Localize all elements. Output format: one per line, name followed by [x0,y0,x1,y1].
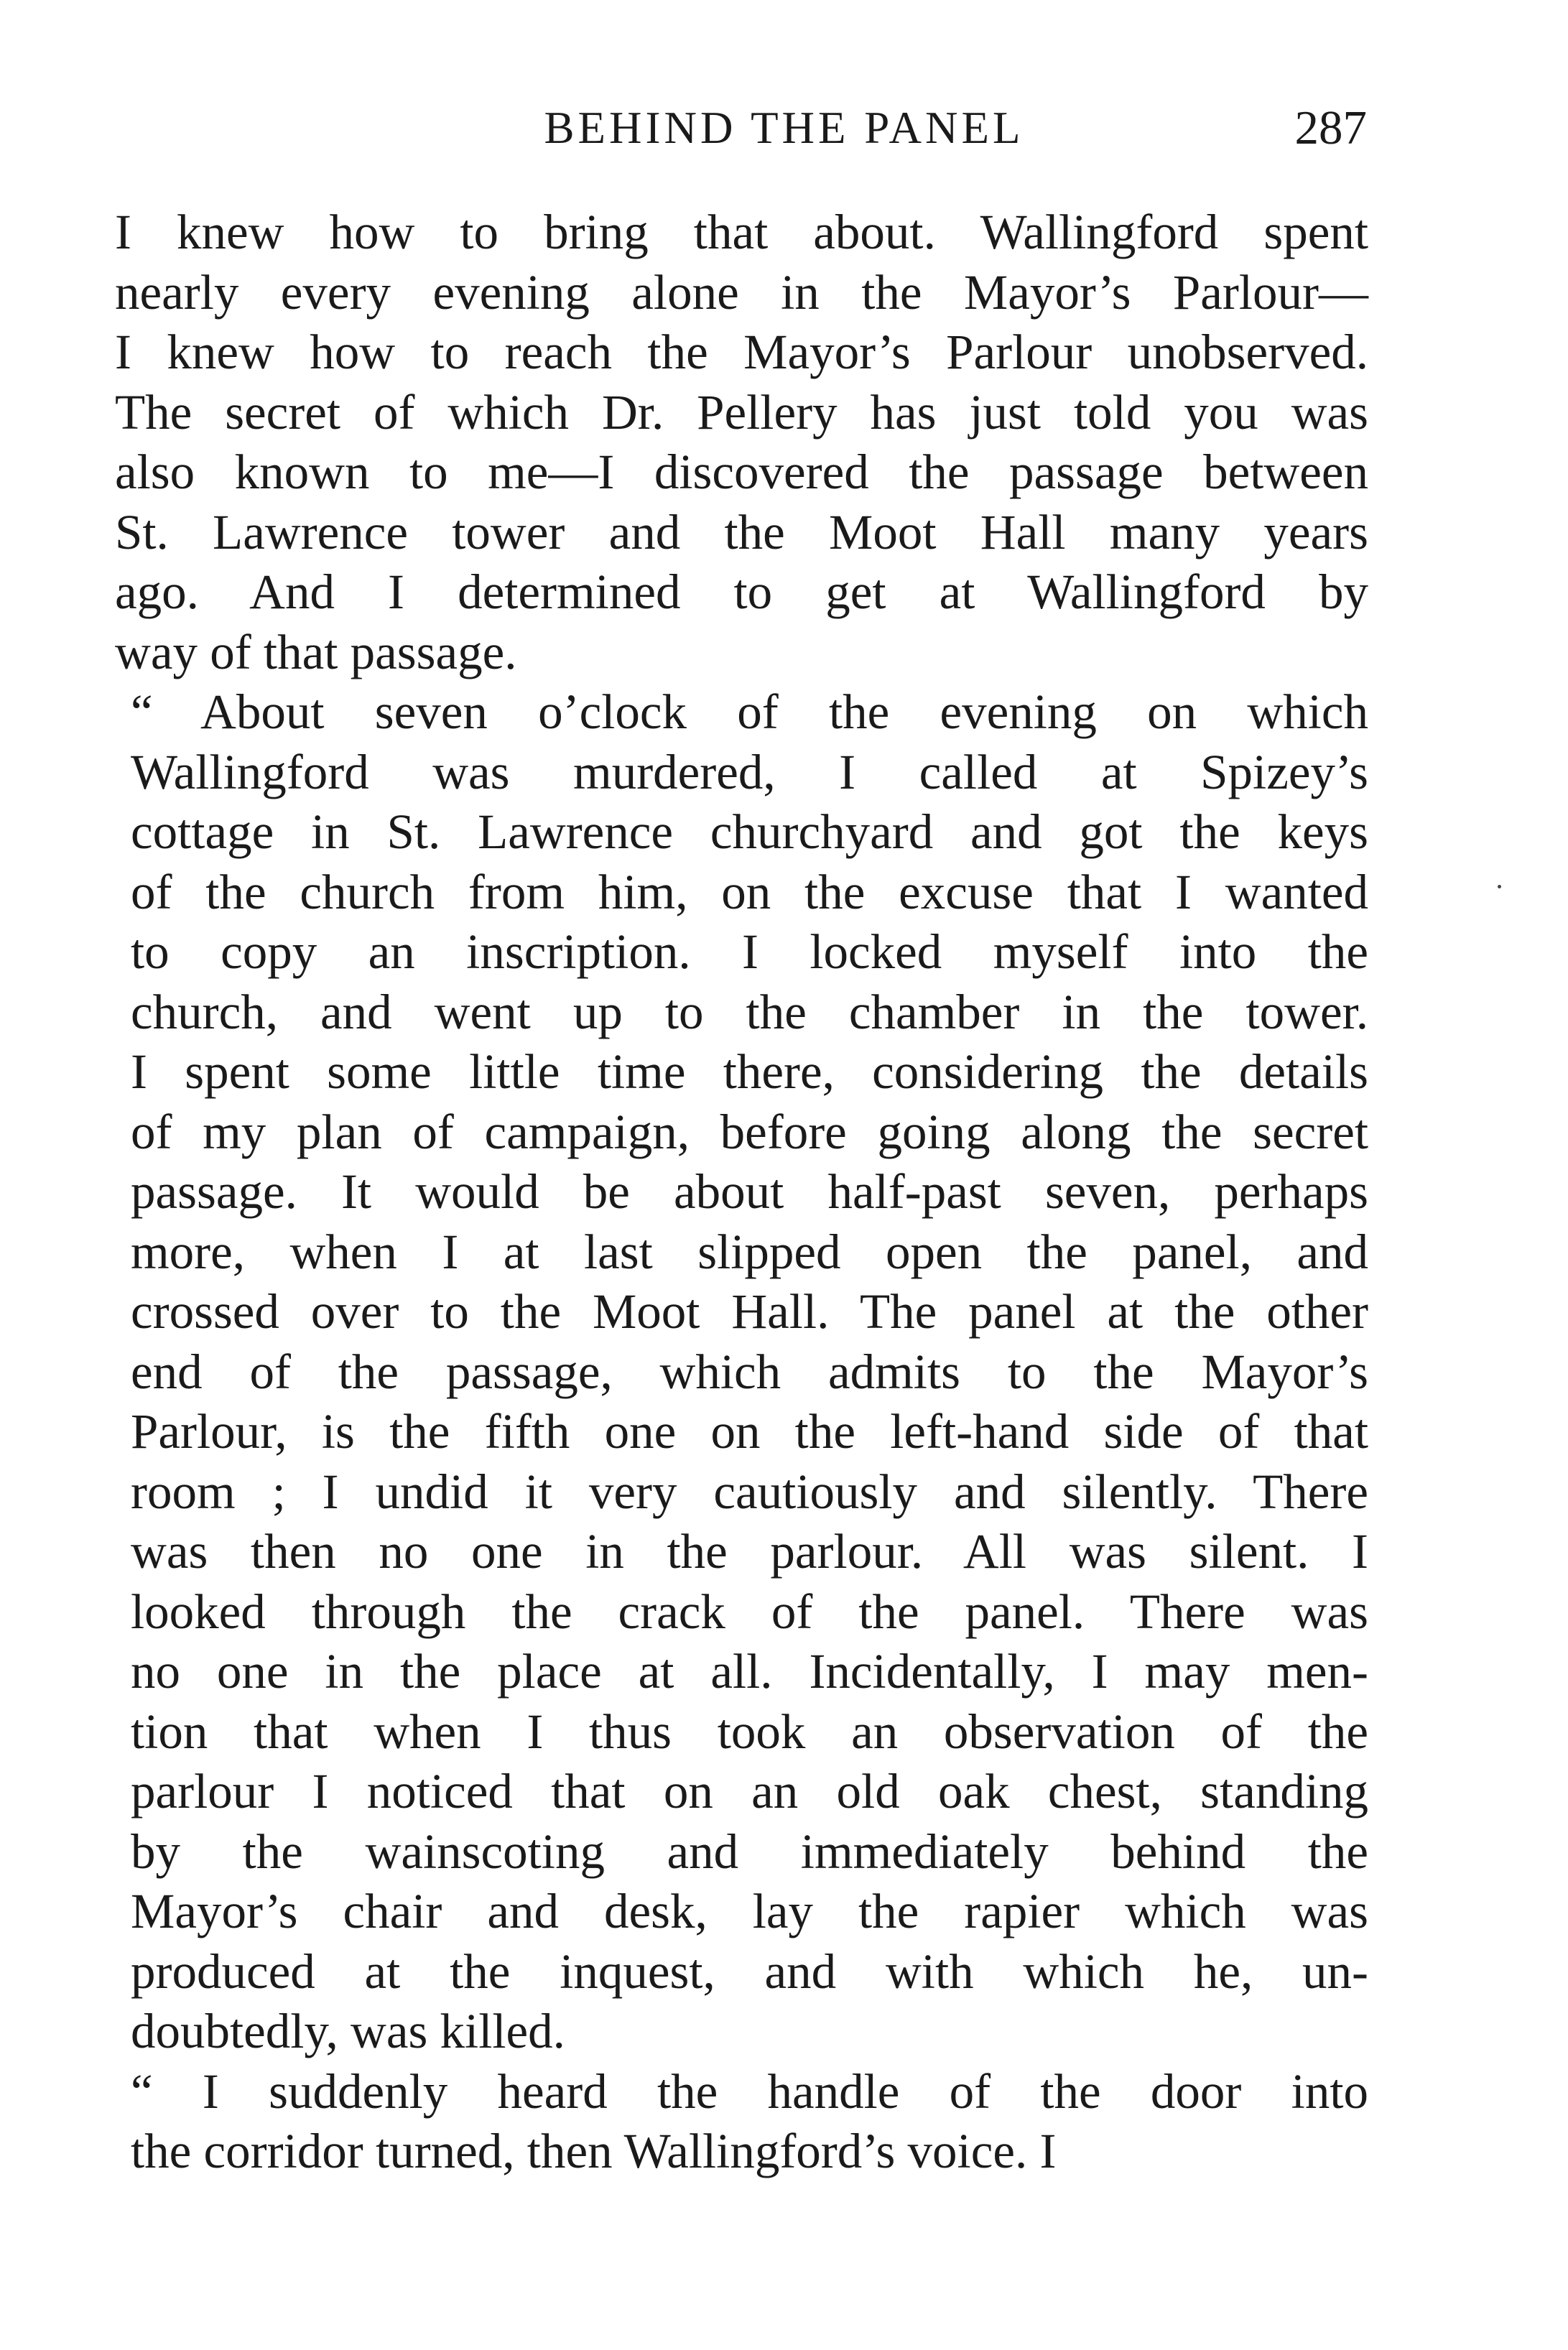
text-line: nearly every evening alone in the Mayor’s Parlour— [115,264,1368,320]
text-line: I knew how to reach the Mayor’s Parlour unobserved. [115,325,1368,379]
paragraph [115,2062,1368,2182]
text-line: way of that passage. [115,624,517,679]
text-line: produced at the inquest, and with which he, un- [131,1943,1368,1999]
text-line: doubtedly, was killed. [131,2004,565,2058]
print-speck [1498,885,1501,888]
text-line: “ About seven o’clock of the evening on which [131,684,1368,739]
text-line: Parlour, is the fifth one on the left-hand side of that [131,1404,1368,1459]
text-line: Wallingford was murdered, I called at Spizey’s [131,744,1368,799]
text-line: also known to me—I discovered the passage between [115,445,1368,499]
text-line: cottage in St. Lawrence churchyard and got the keys [131,804,1368,859]
text-line: no one in the place at all. Incidentally, I may men- [131,1644,1368,1699]
paragraph [115,203,1368,682]
text-line: church, and went up to the chamber in the tower. [131,984,1368,1039]
text-line: Mayor’s chair and desk, lay the rapier which was [131,1884,1368,1938]
text-line: I knew how to bring that about. Wallingford spent [115,205,1368,259]
running-head [0,99,1568,157]
text-line: by the wainscoting and immediately behind the [131,1824,1368,1879]
page-number: 287 [1294,101,1367,154]
text-line: to copy an inscription. I locked myself into the [131,924,1368,979]
text-line: looked through the crack of the panel. There was [131,1584,1368,1639]
text-line: “ I suddenly heard the handle of the door into [131,2063,1368,2119]
text-line: more, when I at last slipped open the panel, and [131,1224,1368,1279]
text-line: ago. And I determined to get at Wallingford by [115,565,1368,619]
text-line: The secret of which Dr. Pellery has just told you was [115,384,1368,440]
text-line: room ; I undid it very cautiously and silently. There [131,1464,1368,1519]
text-line: the corridor turned, then Wallingford’s voice. I [131,2124,1057,2178]
text-line: parlour I noticed that on an old oak chest, standing [131,1764,1368,1819]
body-text [115,203,1368,2182]
text-line: of my plan of campaign, before going along the secret [131,1104,1368,1159]
text-line: St. Lawrence tower and the Moot Hall many years [115,504,1368,559]
paragraph [115,682,1368,2062]
text-line: end of the passage, which admits to the Mayor’s [131,1344,1368,1399]
text-line: tion that when I thus took an observation of the [131,1704,1368,1759]
text-line: crossed over to the Moot Hall. The panel at the other [131,1284,1368,1339]
text-line: was then no one in the parlour. All was silent. I [131,1524,1368,1579]
running-title: BEHIND THE PANEL [544,103,1024,153]
text-line: I spent some little time there, considering the details [131,1044,1368,1099]
text-line: of the church from him, on the excuse that I wanted [131,864,1368,919]
text-line: passage. It would be about half-past seven, perhaps [131,1164,1368,1219]
